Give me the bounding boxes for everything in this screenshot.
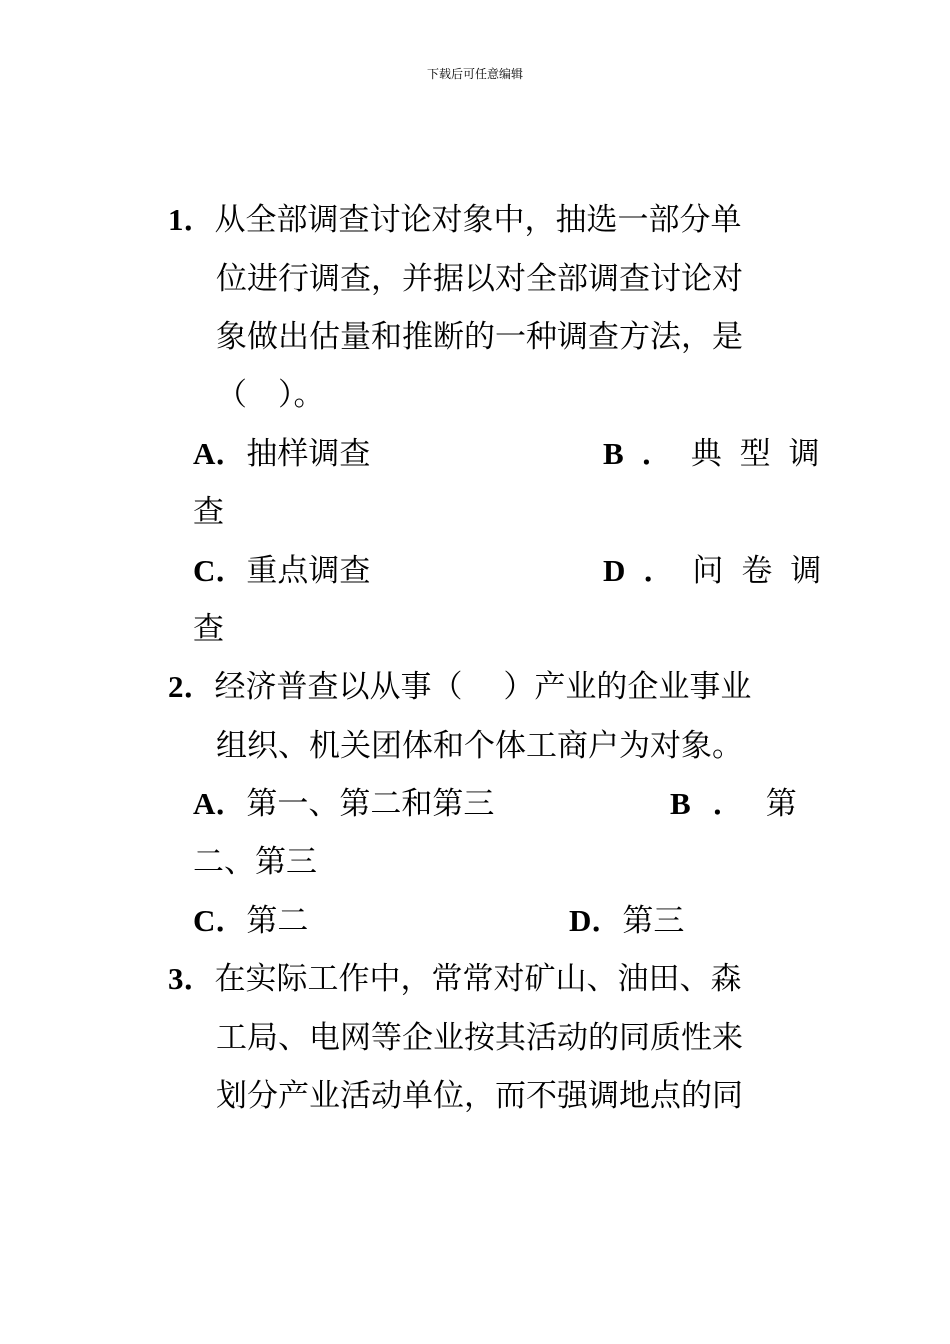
question-1-line-4: （ ）。: [216, 377, 325, 413]
option-c: C．重点调查: [193, 553, 371, 589]
question-number: 3．: [168, 961, 215, 996]
question-2-line-1: 2．经济普查以从事（ ）产业的企业事业: [168, 669, 752, 705]
option-d: D．问卷调: [603, 553, 840, 589]
option-b-continued: 二、第三: [193, 844, 317, 880]
question-3-line-2: 工局、电网等企业按其活动的同质性来: [216, 1020, 743, 1056]
question-3-line-1: 3．在实际工作中，常常对矿山、油田、森: [168, 961, 742, 997]
option-b-continued: 查: [193, 494, 224, 530]
option-d: D．第三: [569, 903, 685, 939]
question-number: 1．: [168, 202, 215, 237]
option-d-continued: 查: [193, 611, 224, 647]
question-1-line-3: 象做出估量和推断的一种调查方法，是: [216, 319, 743, 355]
option-a: A．抽样调查: [193, 436, 371, 472]
question-1-line-1: 1．从全部调查讨论对象中，抽选一部分单: [168, 202, 742, 238]
option-c: C．第二: [193, 903, 309, 939]
question-3-line-3: 划分产业活动单位，而不强调地点的同: [216, 1078, 743, 1114]
page-header: 下载后可任意编辑: [426, 67, 523, 81]
option-a: A．第一、第二和第三: [193, 786, 495, 822]
question-1-line-2: 位进行调查，并据以对全部调查讨论对: [216, 261, 743, 297]
option-b: B．第: [670, 786, 797, 822]
question-2-line-2: 组织、机关团体和个体工商户为对象。: [216, 728, 743, 764]
option-b: B．典型调: [603, 436, 838, 472]
question-number: 2．: [168, 669, 215, 704]
